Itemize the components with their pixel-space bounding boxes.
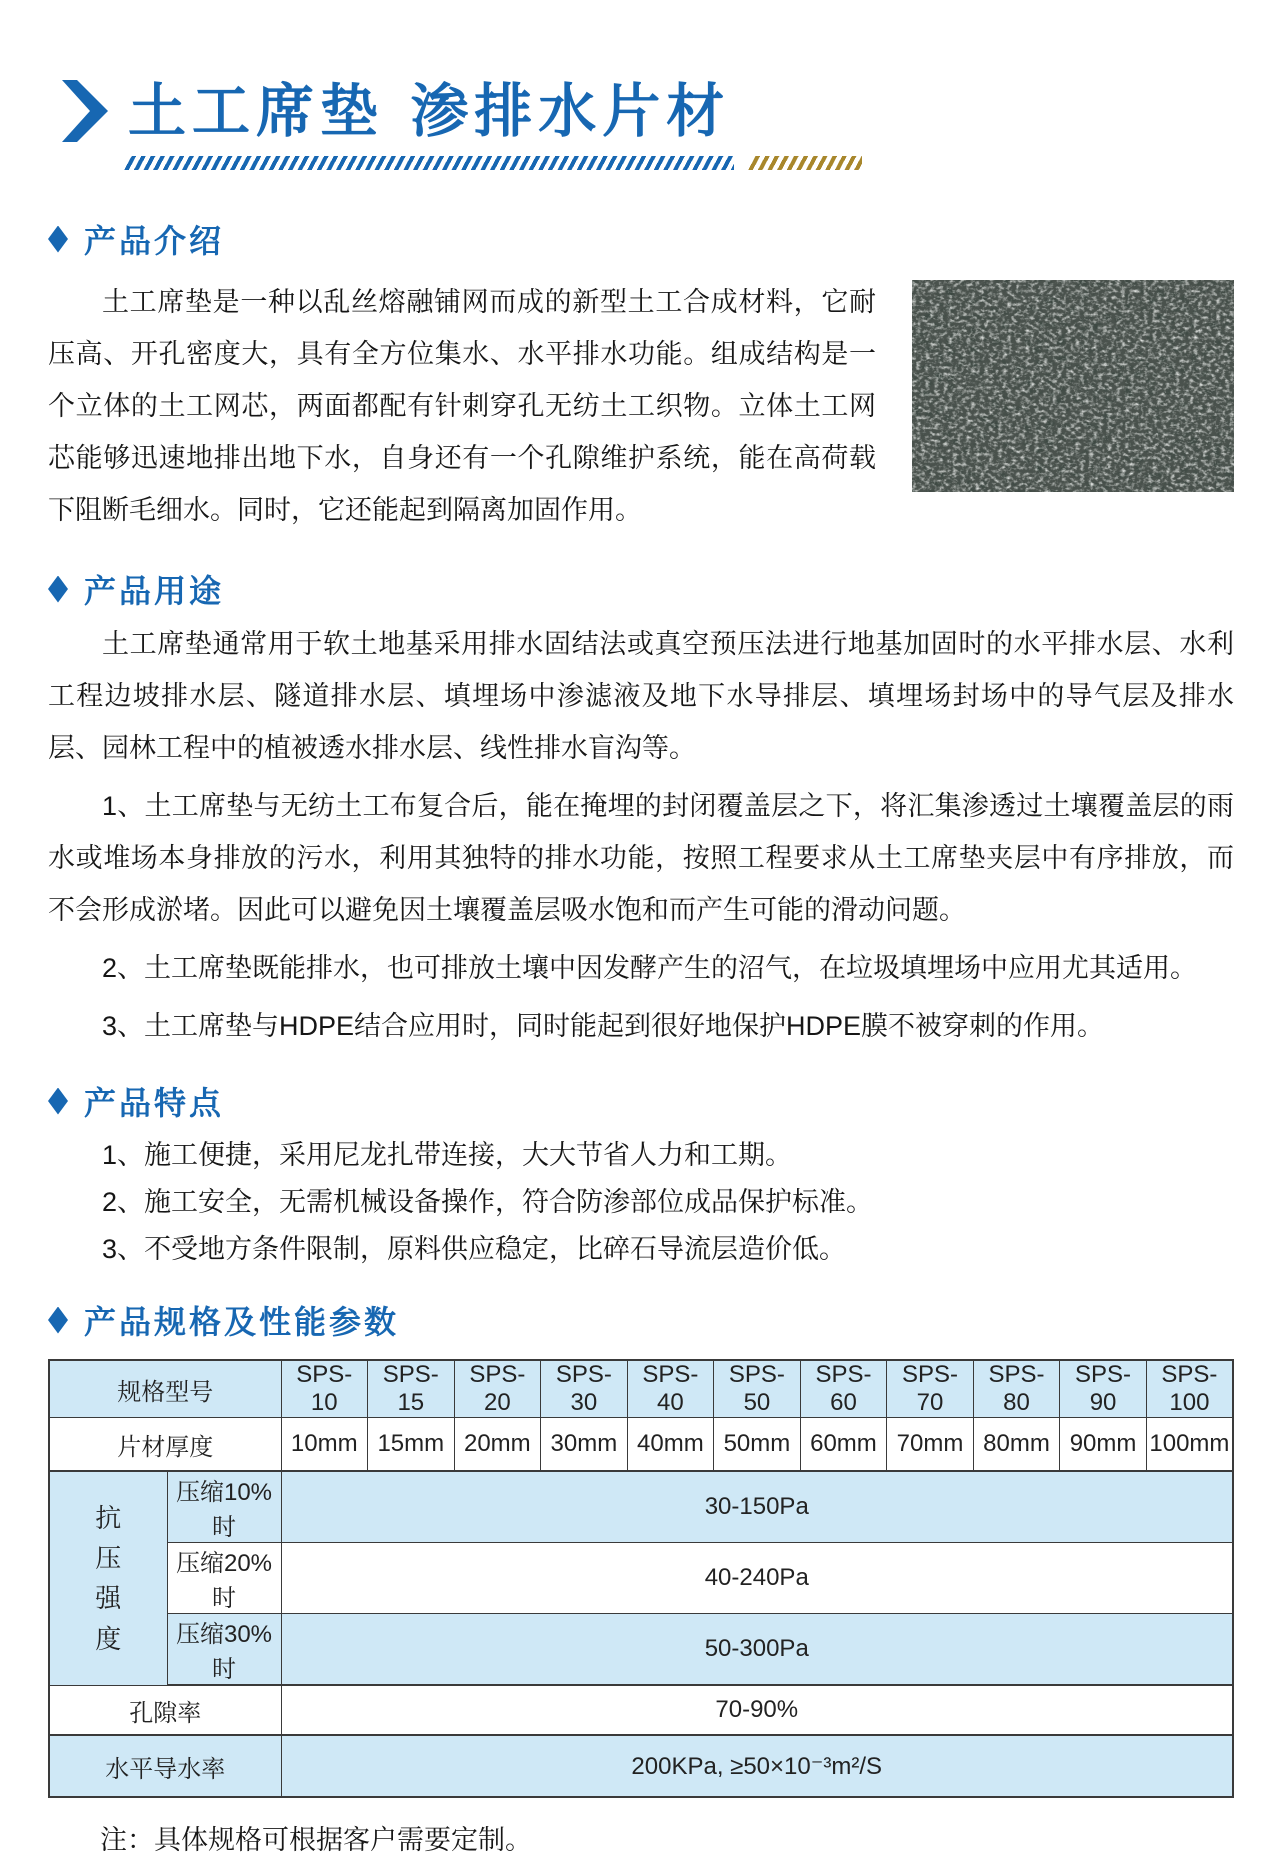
compress-row-label: 压缩30%时 [167, 1614, 281, 1686]
product-photo [912, 280, 1234, 492]
model-cell: SPS-50 [714, 1360, 801, 1418]
title-underline-stripe [122, 156, 1234, 170]
thickness-label-cell: 片材厚度 [49, 1418, 281, 1472]
uses-paragraph: 1、土工席垫与无纺土工布复合后，能在掩埋的封闭覆盖层之下，将汇集渗透过土壤覆盖层的雨水或堆场本身排放的污水，利用其独特的排水功能，按照工程要求从土工席垫夹层中有序排放，而不会形成淤堵。因此可以避免因土壤覆盖层吸水饱和而产生可能的滑动问题。 [48, 791, 1234, 925]
feature-item: 2、施工安全，无需机械设备操作，符合防渗部位成品保护标准。 [102, 1187, 874, 1217]
title-row [62, 76, 1234, 145]
compress-row-label: 压缩10%时 [167, 1471, 281, 1543]
thickness-cell: 80mm [973, 1418, 1060, 1472]
table-row-conductivity [49, 1735, 1233, 1797]
model-cell: SPS-70 [887, 1360, 974, 1418]
page-title: 土工席垫 渗排水片材 [128, 76, 731, 145]
thickness-cell: 50mm [714, 1418, 801, 1472]
geomat-texture-image [912, 280, 1234, 492]
spec-table [48, 1359, 1234, 1798]
thickness-cell: 40mm [627, 1418, 714, 1472]
thickness-cell: 20mm [454, 1418, 541, 1472]
uses-paragraph: 土工席垫通常用于软土地基采用排水固结法或真空预压法进行地基加固时的水平排水层、水利工程边坡排水层、隧道排水层、填埋场中渗滤液及地下水导排层、填埋场封场中的导气层及排水层、园林工程中的植被透水排水层、线性排水盲沟等。 [48, 629, 1234, 763]
thickness-cell: 15mm [368, 1418, 455, 1472]
model-cell: SPS-100 [1146, 1360, 1233, 1418]
diamond-icon [48, 226, 68, 253]
thickness-cell: 90mm [1060, 1418, 1147, 1472]
stripe-blue-segment [122, 156, 734, 170]
model-cell: SPS-80 [973, 1360, 1060, 1418]
section-title-features: 产品特点 [84, 1085, 225, 1121]
section-heading-intro [48, 216, 1234, 262]
model-cell: SPS-90 [1060, 1360, 1147, 1418]
model-cell: SPS-20 [454, 1360, 541, 1418]
model-label-cell: 规格型号 [49, 1360, 281, 1418]
diamond-icon [48, 1307, 68, 1334]
table-row-thickness [49, 1418, 1233, 1472]
model-cell: SPS-15 [368, 1360, 455, 1418]
compress-row-value: 40-240Pa [281, 1543, 1233, 1614]
stripe-gold-segment [746, 156, 862, 170]
section-title-specs: 产品规格及性能参数 [84, 1304, 400, 1340]
conductivity-label-cell: 水平导水率 [49, 1735, 281, 1797]
compress-label-text: 抗压强度 [95, 1502, 122, 1654]
diamond-icon [48, 576, 68, 603]
compress-row-value: 50-300Pa [281, 1614, 1233, 1686]
section-title-uses: 产品用途 [84, 573, 225, 609]
diamond-icon [48, 1088, 68, 1115]
thickness-cell: 70mm [887, 1418, 974, 1472]
uses-paragraph: 3、土工席垫与HDPE结合应用时，同时能起到很好地保护HDPE膜不被穿刺的作用。 [102, 1011, 1105, 1041]
section-heading-uses [48, 566, 1234, 612]
compress-label-cell [49, 1471, 167, 1685]
intro-paragraph: 土工席垫是一种以乱丝熔融铺网而成的新型土工合成材料，它耐压高、开孔密度大，具有全方位集水、水平排水功能。组成结构是一个立体的土工网芯，两面都配有针刺穿孔无纺土工织物。立体土工网芯能够迅速地排出地下水，自身还有一个孔隙维护系统，能在高荷载下阻断毛细水。同时，它还能起到隔离加固作用。 [48, 287, 876, 525]
conductivity-value-cell: 200KPa, ≥50×10⁻³m²/S [281, 1735, 1233, 1797]
model-cell: SPS-40 [627, 1360, 714, 1418]
uses-paragraph: 2、土工席垫既能排水，也可排放土壤中因发酵产生的沼气，在垃圾填埋场中应用尤其适用。 [102, 953, 1198, 983]
model-cell: SPS-60 [800, 1360, 887, 1418]
section-heading-features [48, 1078, 1234, 1124]
custom-note: 注：具体规格可根据客户需要定制。 [100, 1825, 532, 1855]
feature-item: 1、施工便捷，采用尼龙扎带连接，大大节省人力和工期。 [102, 1140, 793, 1170]
model-cell: SPS-30 [541, 1360, 628, 1418]
table-row-compress-20 [49, 1543, 1233, 1614]
thickness-cell: 30mm [541, 1418, 628, 1472]
table-row-porosity [49, 1685, 1233, 1735]
thickness-cell: 10mm [281, 1418, 368, 1472]
table-row-compress-30 [49, 1614, 1233, 1686]
thickness-cell: 60mm [800, 1418, 887, 1472]
feature-item: 3、不受地方条件限制，原料供应稳定，比碎石导流层造价低。 [102, 1234, 847, 1264]
intro-row [48, 270, 1234, 536]
table-row-models [49, 1360, 1233, 1418]
page [0, 76, 1282, 1866]
table-row-compress-10 [49, 1471, 1233, 1543]
section-heading-specs [48, 1297, 1234, 1343]
section-title-intro: 产品介绍 [84, 223, 225, 259]
compress-row-label: 压缩20%时 [167, 1543, 281, 1614]
compress-row-value: 30-150Pa [281, 1471, 1233, 1543]
porosity-value-cell: 70-90% [281, 1685, 1233, 1735]
thickness-cell: 100mm [1146, 1418, 1233, 1472]
chevron-right-icon [62, 80, 108, 142]
model-cell: SPS-10 [281, 1360, 368, 1418]
porosity-label-cell: 孔隙率 [49, 1685, 281, 1735]
